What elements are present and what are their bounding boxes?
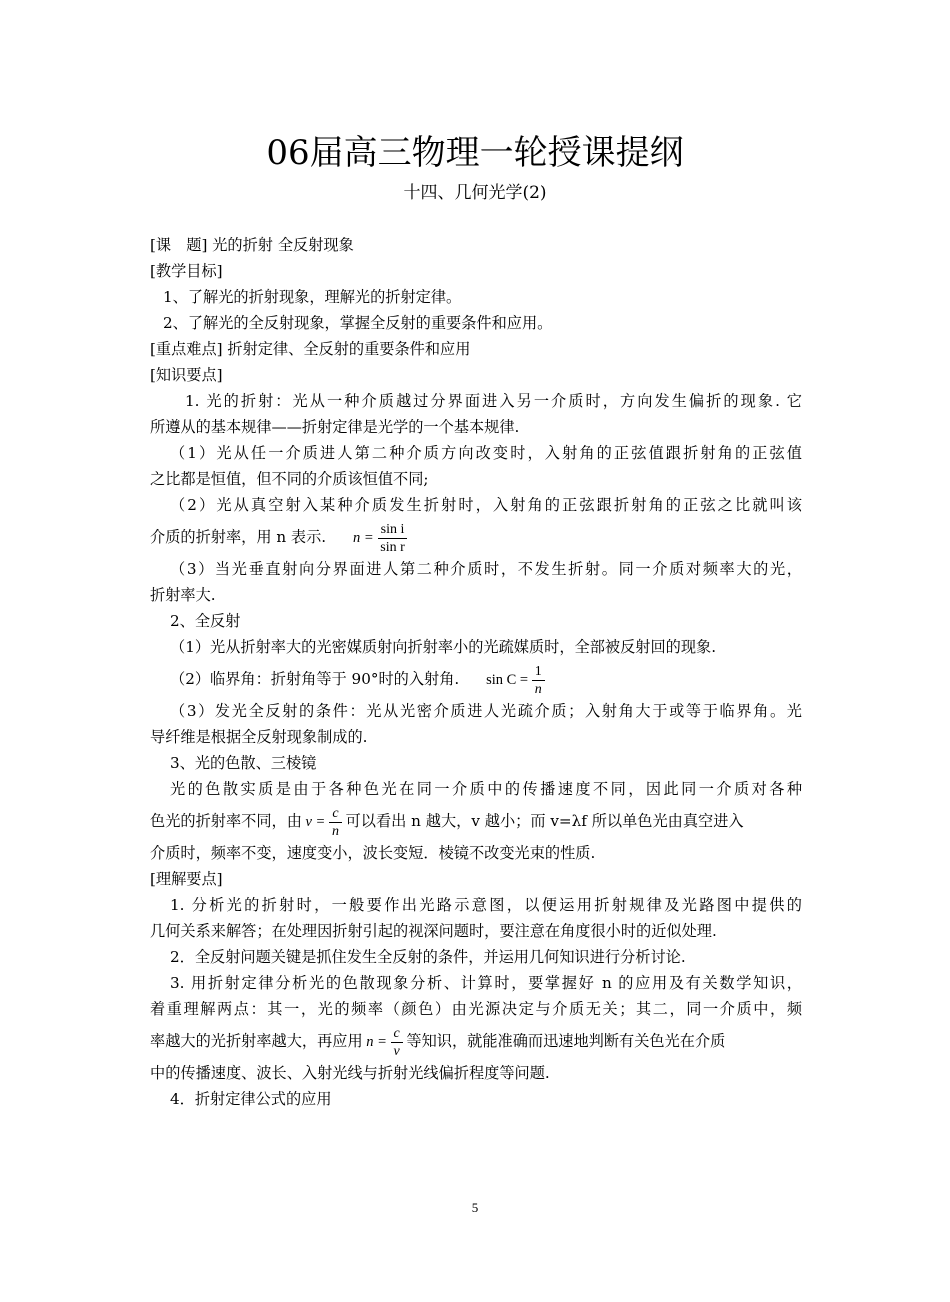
knowledge-3-line-c: 介质时，频率不变，速度变小，波长变短．棱镜不改变光束的性质. bbox=[150, 844, 596, 862]
knowledge-2-1: （1）光从折射率大的光密媒质射向折射率小的光疏媒质时，全部被反射回的现象. bbox=[170, 638, 717, 656]
fraction bbox=[532, 663, 545, 698]
refraction-index-text: 介质的折射率，用 n 表示. bbox=[150, 528, 327, 546]
section-subtitle: 十四、几何光学(2) bbox=[403, 183, 547, 203]
knowledge-heading: [知识要点] bbox=[150, 366, 223, 384]
fraction-denominator: n bbox=[331, 824, 339, 840]
knowledge-1-line-a: 1. 光的折射：光从一种介质越过分界面进入另一介质时，方向发生偏折的现象. 它 bbox=[185, 392, 802, 410]
fraction-denominator: sin r bbox=[380, 540, 405, 556]
key-points-line: [重点难点] 折射定律、全反射的重要条件和应用 bbox=[150, 340, 471, 358]
goal-2: 2、了解光的全反射现象，掌握全反射的重要条件和应用。 bbox=[163, 314, 553, 332]
formula-index-speed bbox=[363, 1026, 407, 1060]
knowledge-2-3-line-b: 导纤维是根据全反射现象制成的. bbox=[150, 728, 368, 746]
goal-1: 1、了解光的折射现象，理解光的折射定律。 bbox=[163, 288, 462, 306]
understanding-3-text-post: 等知识，就能准确而迅速地判断有关色光在介质 bbox=[406, 1032, 726, 1050]
critical-angle-text: （2）临界角：折射角等于 90°时的入射角. bbox=[170, 670, 460, 688]
fraction bbox=[391, 1025, 403, 1060]
knowledge-1-1-line-a: （1）光从任一介质进人第二种介质方向改变时，入射角的正弦值跟折射角的正弦值 bbox=[170, 444, 802, 462]
goals-heading: [教学目标] bbox=[150, 262, 223, 280]
knowledge-1-line-b: 所遵从的基本规律——折射定律是光学的一个基本规律. bbox=[150, 418, 520, 436]
understanding-heading: [理解要点] bbox=[150, 870, 223, 888]
fraction-denominator: n bbox=[534, 682, 542, 698]
fraction-numerator: c bbox=[391, 1025, 403, 1043]
formula-lhs: sin C = bbox=[486, 672, 529, 688]
page-number: 5 bbox=[471, 1200, 479, 1215]
knowledge-3-line-b bbox=[150, 802, 802, 840]
fraction bbox=[329, 805, 342, 840]
knowledge-2-heading: 2、全反射 bbox=[170, 612, 241, 630]
understanding-4: 4．折射定律公式的应用 bbox=[170, 1090, 332, 1108]
knowledge-1-3-line-a: （3）当光垂直射向分界面进人第二种介质时，不发生折射。同一介质对频率大的光， bbox=[170, 560, 802, 578]
fraction-denominator: v bbox=[393, 1044, 400, 1060]
knowledge-3-line-a: 光的色散实质是由于各种色光在同一介质中的传播速度不同，因此同一介质对各种 bbox=[170, 780, 802, 798]
understanding-3-line-b: 着重理解两点：其一，光的频率（颜色）由光源决定与介质无关；其二，同一介质中，频 bbox=[150, 1000, 802, 1018]
knowledge-2-2 bbox=[150, 660, 802, 698]
fraction-numerator: c bbox=[329, 805, 341, 823]
understanding-3-line-c bbox=[150, 1022, 802, 1060]
formula-refractive-index bbox=[352, 522, 408, 556]
understanding-2: 2．全反射问题关键是抓住发生全反射的条件，并运用几何知识进行分析讨论. bbox=[170, 948, 686, 966]
formula-lhs: v = bbox=[305, 814, 326, 830]
understanding-1-line-b: 几何关系来解答；在处理因折射引起的视深问题时，要注意在角度很小时的近似处理. bbox=[150, 922, 717, 940]
understanding-3-line-d: 中的传播速度、波长、入射光线与折射光线偏折程度等问题. bbox=[150, 1064, 550, 1082]
formula-lhs: n = bbox=[366, 1034, 387, 1050]
understanding-3-text-pre: 率越大的光折射率越大，再应用 bbox=[150, 1032, 363, 1050]
document-body bbox=[150, 232, 802, 1112]
dispersion-text-pre: 色光的折射率不同，由 bbox=[150, 812, 302, 830]
understanding-3-line-a: 3. 用折射定律分析光的色散现象分析、计算时，要掌握好 n 的应用及有关数学知识， bbox=[170, 974, 802, 992]
document-title: 06届高三物理一轮授课提纲 bbox=[266, 133, 684, 173]
formula-speed bbox=[302, 806, 346, 840]
formula-lhs: n = bbox=[352, 530, 374, 546]
fraction-numerator: sin i bbox=[378, 521, 408, 539]
knowledge-1-2-line-b bbox=[150, 518, 802, 556]
topic-line: [课 题] 光的折射 全反射现象 bbox=[150, 236, 354, 254]
formula-critical-angle bbox=[486, 664, 545, 698]
dispersion-text-post: 可以看出 n 越大，v 越小；而 v=λf 所以单色光由真空进入 bbox=[345, 812, 744, 830]
knowledge-1-3-line-b: 折射率大. bbox=[150, 586, 216, 604]
fraction bbox=[377, 521, 408, 556]
knowledge-2-3-line-a: （3）发光全反射的条件：光从光密介质进人光疏介质；入射角大于或等于临界角。光 bbox=[170, 702, 802, 720]
fraction-numerator: 1 bbox=[532, 663, 545, 681]
knowledge-1-1-line-b: 之比都是恒值，但不同的介质该恒值不同; bbox=[150, 470, 429, 488]
knowledge-1-2-line-a: （2）光从真空射入某种介质发生折射时，入射角的正弦跟折射角的正弦之比就叫该 bbox=[170, 496, 802, 514]
knowledge-3-heading: 3、光的色散、三棱镜 bbox=[170, 754, 317, 772]
understanding-1-line-a: 1. 分析光的折射时，一般要作出光路示意图，以便运用折射规律及光路图中提供的 bbox=[170, 896, 802, 914]
